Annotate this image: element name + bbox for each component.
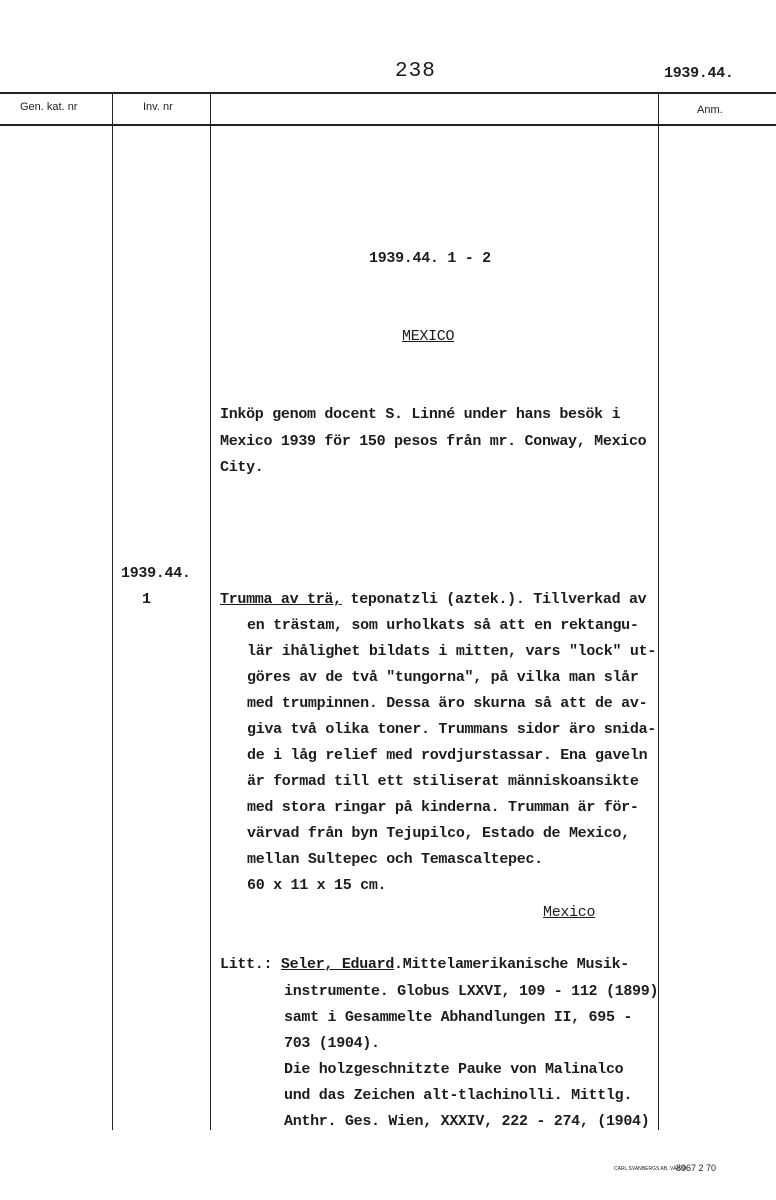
- description-first-line-rest: teponatzli (aztek.). Tillverkad av: [341, 591, 647, 608]
- description-line: med trumpinnen. Dessa äro skurna så att de av-: [247, 695, 648, 712]
- column-header-anm: Anm.: [697, 104, 723, 116]
- acquisition-line: Mexico 1939 för 150 pesos från mr. Conway, Mexico: [220, 433, 647, 450]
- description-line: med stora ringar på kinderna. Trumman är för-: [247, 799, 639, 816]
- column-header-gen-kat-nr: Gen. kat. nr: [20, 101, 78, 113]
- acquisition-line: Inköp genom docent S. Linné under hans besök i: [220, 406, 621, 423]
- catalog-series: 1939.44.: [664, 65, 734, 82]
- literature-line: samt i Gesammelte Abhandlungen II, 695 -: [284, 1009, 633, 1026]
- literature-line: und das Zeichen alt-tlachinolli. Mittlg.: [284, 1087, 633, 1104]
- literature-line: Anthr. Ges. Wien, XXXIV, 222 - 274, (1904): [284, 1113, 650, 1130]
- literature-line: Die holzgeschnitzte Pauke von Malinalco: [284, 1061, 624, 1078]
- dimensions: 60 x 11 x 15 cm.: [247, 877, 387, 894]
- page-number: 238: [395, 60, 436, 83]
- inv-number-item: 1: [142, 591, 151, 608]
- object-title: Trumma av trä,: [220, 591, 342, 608]
- form-code: 8967 2 70: [676, 1163, 717, 1173]
- literature-first-rest: .Mittelamerikanische Musik-: [394, 956, 629, 973]
- description-line: giva två olika toner. Trummans sidor äro snida-: [247, 721, 656, 738]
- literature-line: 703 (1904).: [284, 1035, 380, 1052]
- description-line: är formad till ett stiliserat människoansikte: [247, 773, 639, 790]
- literature-label: Litt.:: [220, 956, 273, 973]
- description-line: en trästam, som urholkats så att en rektangu-: [247, 617, 639, 634]
- description-first-line: [220, 591, 646, 608]
- printer-credit: CARL SVANBERGS AB, VÄXJÖ: [614, 1166, 687, 1172]
- description-line: lär ihålighet bildats i mitten, vars "lock" ut-: [247, 643, 656, 660]
- column-divider-2: [210, 92, 211, 1130]
- literature-author: Seler, Eduard: [280, 956, 395, 973]
- description-line: mellan Sultepec och Temascaltepec.: [247, 851, 543, 868]
- entry-region: MEXICO: [402, 328, 455, 345]
- locality: Mexico: [543, 904, 596, 921]
- literature-first-line: [220, 956, 629, 973]
- acquisition-line: City.: [220, 459, 264, 476]
- description-line: de i låg relief med rovdjurstassar. Ena gaveln: [247, 747, 648, 764]
- entry-range: 1939.44. 1 - 2: [369, 250, 491, 267]
- inv-number: 1939.44.: [121, 565, 191, 582]
- column-header-inv-nr: Inv. nr: [143, 101, 173, 113]
- column-divider-1: [112, 92, 113, 1130]
- description-line: göres av de två "tungorna", på vilka man slår: [247, 669, 639, 686]
- header-bottom-rule: [0, 124, 776, 126]
- column-divider-3: [658, 92, 659, 1130]
- top-rule: [0, 92, 776, 94]
- description-line: värvad från byn Tejupilco, Estado de Mexico,: [247, 825, 630, 842]
- literature-line: instrumente. Globus LXXVI, 109 - 112 (1899): [284, 983, 659, 1000]
